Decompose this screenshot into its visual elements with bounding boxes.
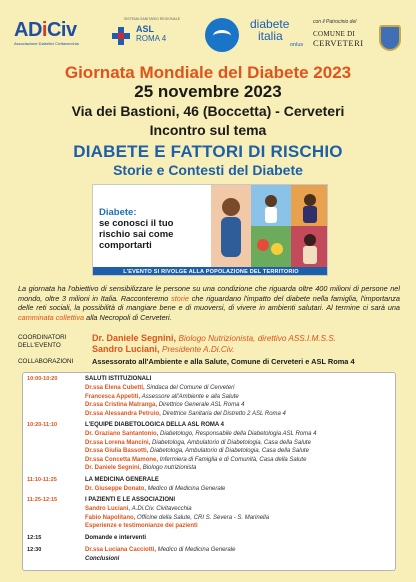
comune-cerveteri-logo [313,19,413,55]
collaborazioni-text: Assessorato all'Ambiente e alla Salute, Comune di Cerveteri e ASL Roma 4 [92,357,355,366]
hero-quote [99,207,207,251]
logo-strip [0,0,416,58]
crest-icon [379,25,401,51]
speaker: Dr.ssa Concetta Mamone, Infermiera di Famiglia e di Comunità, Casa della Salute [85,456,307,463]
adiciv-subtitle: Associazione Diabetici Civitavecchia [14,41,79,46]
hero-quote-body: se conosci il tuo rischio sai come comportarti [99,218,174,251]
asl-roma4-logo [112,17,202,51]
intro-paragraph: La giornata ha l'obiettivo di sensibilizzare le persone su una condizione che riguarda oltre 400 milioni di persone nel mondo, oltre 3 milioni in Italia. Racconteremo storie che riguardano l'impatto del diabete nella famiglia, l'importanza delle reti sociali, la possibilità di mangiare bene e di muoversi, di vivere in ambienti salutari. Al termine ci sarà una camminata collettiva alla Necropoli di Cerveteri. [18,284,400,322]
hero-banner: L'EVENTO SI RIVOLGE ALLA POPOLAZIONE DEL TERRITORIO [93,267,328,276]
asl-header: SISTEMA SANITARIO REGIONALE [124,17,181,21]
hero-image [92,184,328,276]
hero-collage-illustration [211,185,328,267]
slot-time: 11:25-12:15 [27,497,58,503]
slot-time: 11:10-11:25 [27,477,57,483]
incontro-label: Incontro sul tema [149,122,267,138]
slot-time: 10:00-10:20 [27,376,58,382]
association-badge-icon [205,18,239,52]
speaker: Dr. Daniele Segnini, Biologo nutrizionista [85,465,197,472]
event-place: Via dei Bastioni, 46 (Boccetta) - Cerveteri [71,103,345,119]
slot-title: LA MEDICINA GENERALE [85,477,159,483]
speaker: Esperienze e testimonianze dei pazienti [85,523,198,530]
diabete-word: diabete [250,17,290,31]
speaker: Sandro Luciani, A.Di.Civ. Civitavecchia [85,506,192,512]
asl-name: ASL [136,24,154,34]
slot-time: 12:15 [27,535,42,541]
speaker: Francesca Appetiti, Assessore all'Ambiente e alla Salute [85,393,239,400]
patrocinio-label: con il Patrocinio del [313,19,357,25]
speaker: Dr.ssa Luciana Cacciotti, Medico di Medicina Generale [85,547,236,553]
slot-title: I PAZIENTI E LE ASSOCIAZIONI [85,497,176,503]
speaker: Dr. Giuseppe Donato, Medico di Medicina Generale [85,486,226,492]
speaker: Dr. Graziano Santantonio, Diabetologo, Responsabile della Diabetologia ASL Roma 4 [85,431,317,437]
diabete-italia-logo [250,18,310,54]
hero-quote-heading: Diabete: [99,207,137,218]
cerveteri-label: CERVETERI [313,38,364,48]
comune-label: COMUNE DI [313,30,356,38]
conclusions: Conclusioni [85,555,120,562]
coordinator-1: Dr. Daniele Segnini, Biologo Nutrizionista, direttivo ASS.I.M.S.S. [92,333,337,343]
adiciv-logo [14,20,94,46]
speaker: Dr.ssa Cristina Matranga, Direttrice Generale ASL Roma 4 [85,402,245,409]
speaker: Dr.ssa Elena Cubetti, Sindaca del Comune di Cerveteri [85,385,235,391]
speaker: Dr.ssa Giulia Bassotti, Diabetologa, Ambulatorio di Diabetologia, Casa della Salute [85,448,309,455]
slot-time: 10:20-11:10 [27,422,58,428]
speaker: Dr.ssa Lorena Mancini, Diabetologa, Ambulatorio di Diabetologia, Casa della Salute [85,439,311,446]
highlight-storie: storie [171,293,189,303]
event-date: 25 novembre 2023 [134,82,282,101]
coordinator-2: Sandro Luciani, Presidente A.Di.Civ. [92,344,235,354]
programme-box [22,372,396,571]
coordinatori-label: COORDINATORI [18,334,67,341]
slot-title: Domande e interventi [85,535,147,541]
slot-title: SALUTI ISTITUZIONALI [85,376,152,382]
event-title: Giornata Mondiale del Diabete 2023 [64,63,352,82]
onlus-word: onlus [290,42,304,48]
evento-label: DELL'EVENTO [18,342,61,349]
slot-title: L'EQUIPE DIABETOLOGICA DELLA ASL ROMA 4 [85,422,224,428]
speaker: Dr.ssa Alessandra Petruio, Direttrice Sanitaria del Distretto 2 ASL Roma 4 [85,410,286,417]
collaborazioni-label: COLLABORAZIONI [18,358,74,365]
italia-word: italia [258,29,283,43]
adiciv-wordmark: ADiCiv [14,19,77,41]
slot-time: 12:30 [27,547,42,553]
speaker: Fabio Napolitano, Officine della Salute, CRI S. Severa - S. Marinella [85,514,270,521]
main-theme: DIABETE E FATTORI DI RISCHIO [73,142,343,161]
highlight-camminata: camminata collettiva [18,312,85,322]
health-cross-icon [112,27,130,45]
sub-theme: Storie e Contesti del Diabete [113,162,303,178]
asl-number: ROMA 4 [136,34,167,43]
